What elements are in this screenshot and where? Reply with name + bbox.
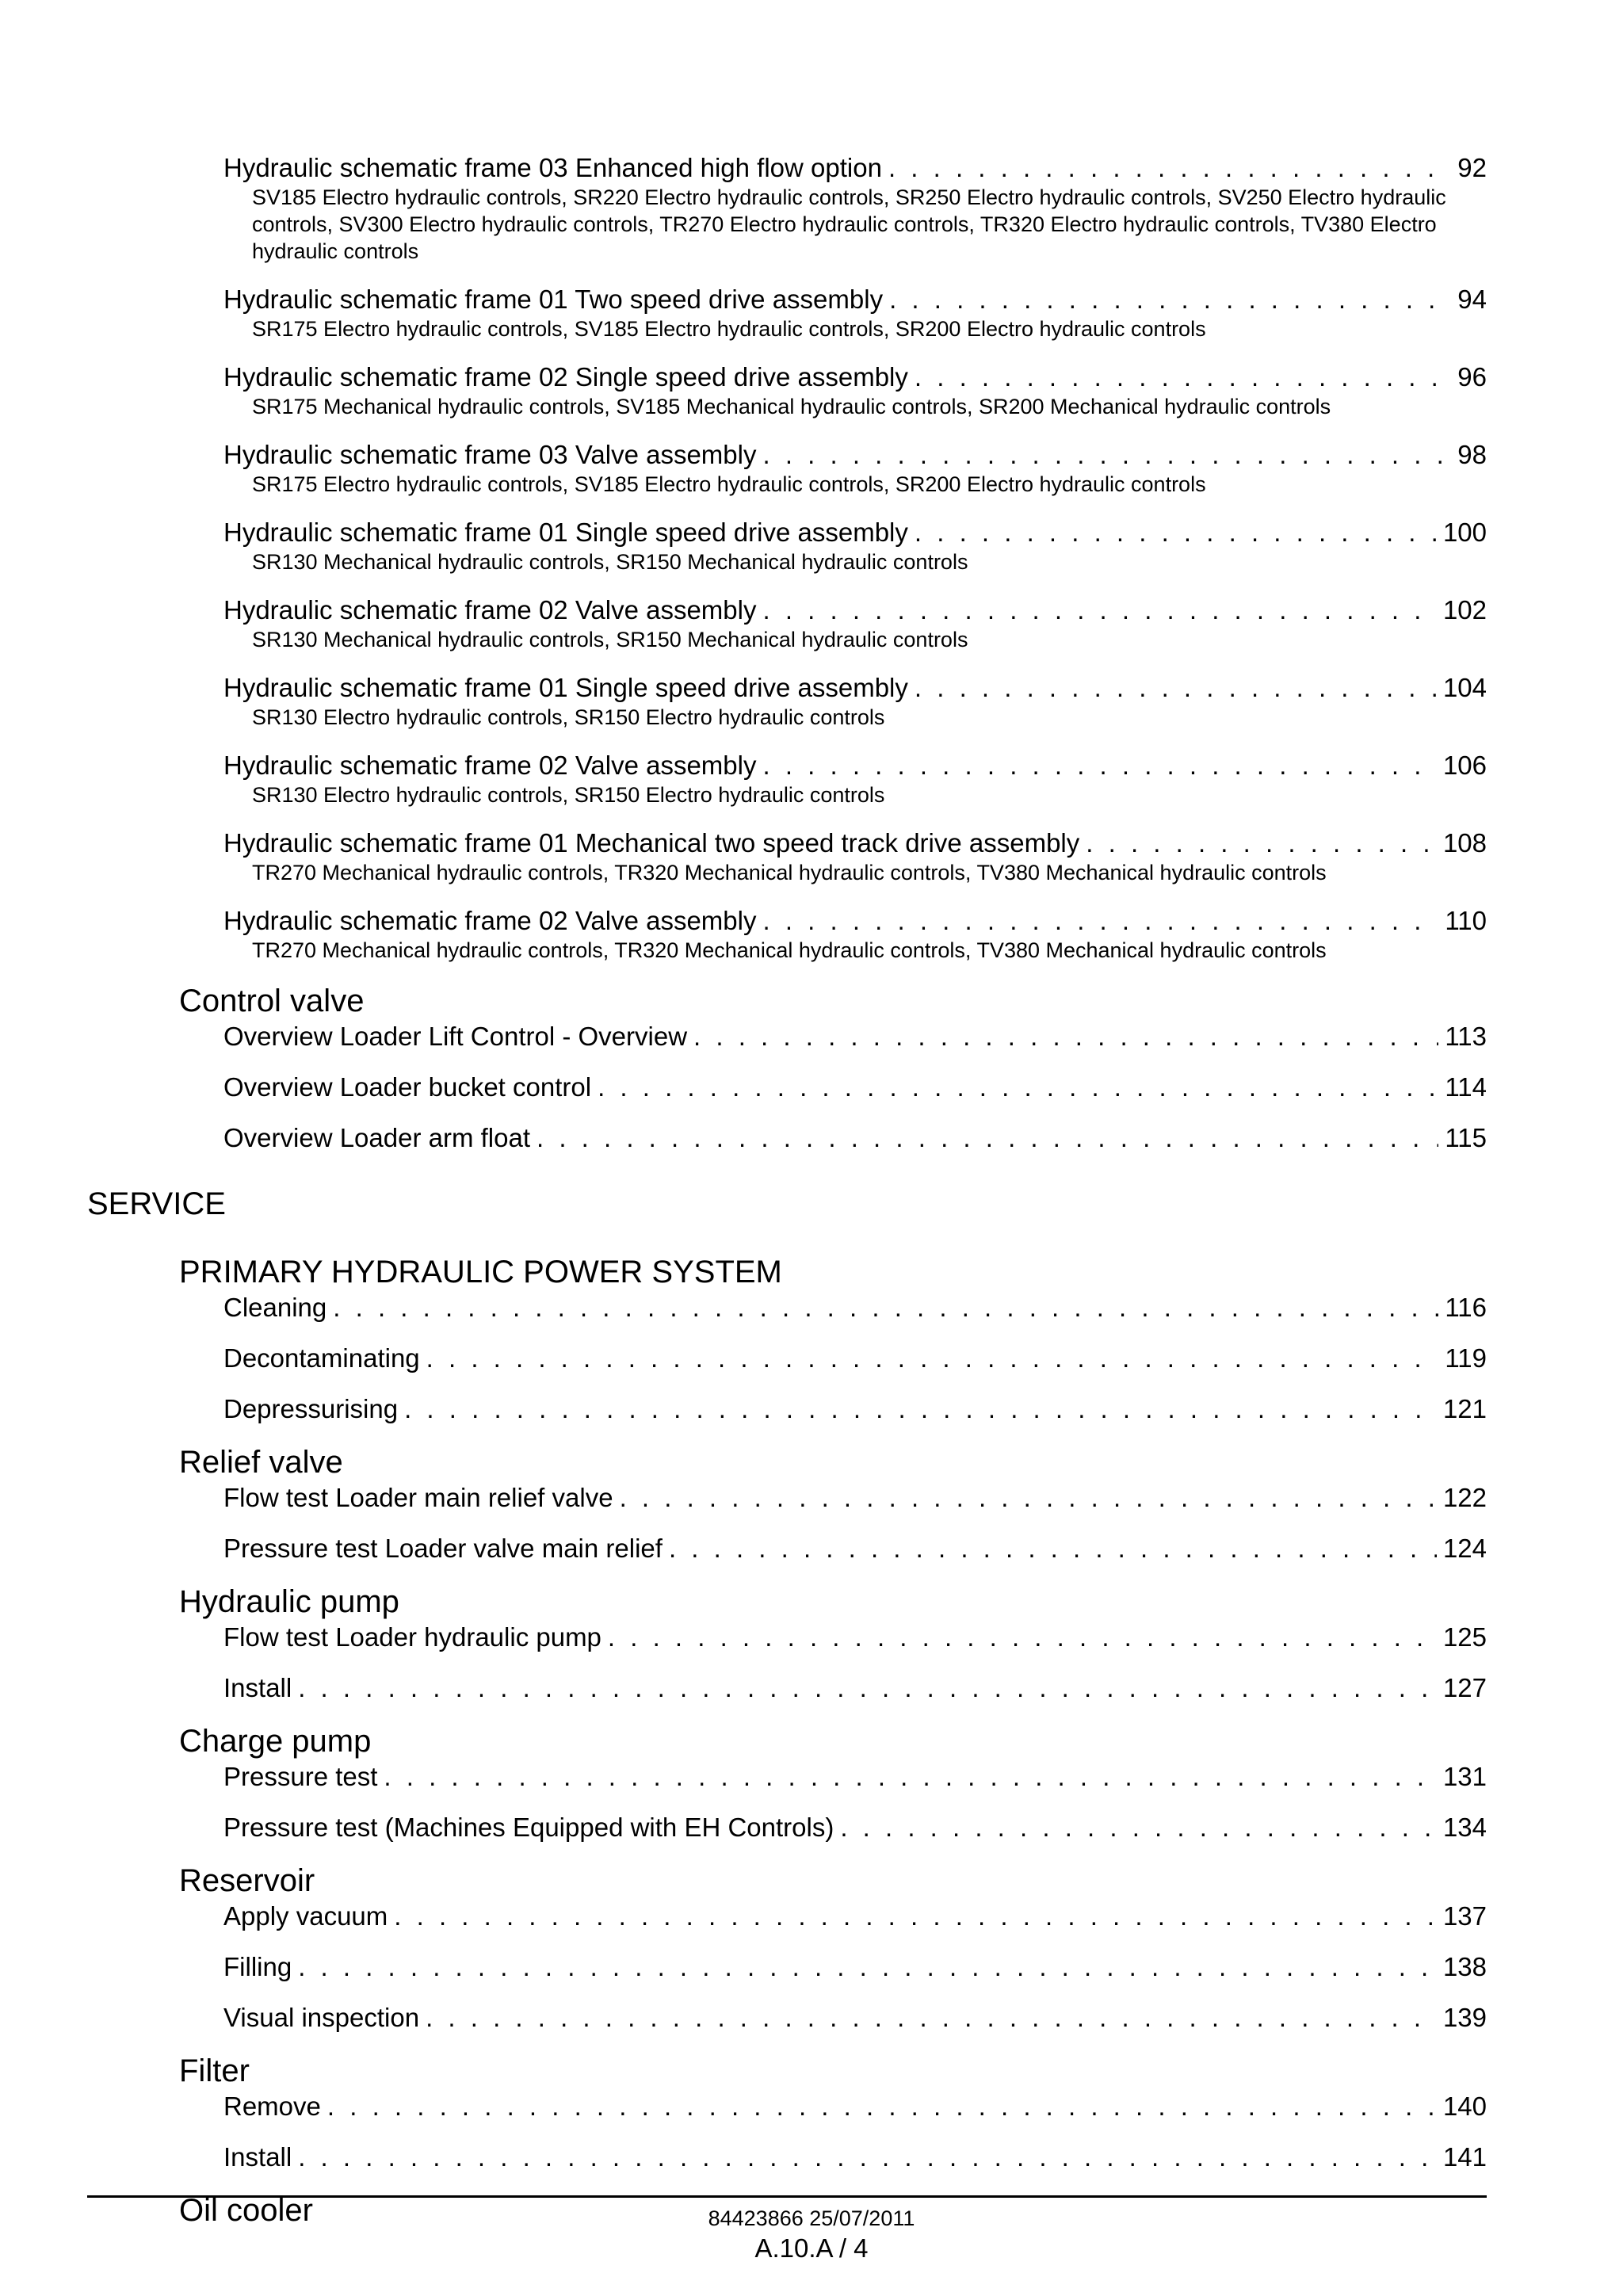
toc-entry-title: Hydraulic schematic frame 03 Enhanced high flow option bbox=[223, 153, 882, 182]
toc-entry-title: Hydraulic schematic frame 01 Two speed drive assembly bbox=[223, 285, 884, 314]
toc-entry[interactable] bbox=[223, 1292, 1487, 1324]
toc-entry-title: Hydraulic schematic frame 02 Valve assembly bbox=[223, 751, 757, 780]
toc-entry-page-number: 140 bbox=[1442, 2092, 1487, 2121]
toc-entry-page-number: 102 bbox=[1442, 595, 1487, 625]
toc-entry-page-number: 113 bbox=[1445, 1022, 1487, 1051]
toc-entry[interactable] bbox=[223, 2091, 1487, 2122]
toc-entry-page-number: 110 bbox=[1445, 906, 1487, 935]
dot-leader bbox=[915, 361, 1451, 393]
toc-entry-page-number: 92 bbox=[1457, 153, 1487, 182]
toc-entry-page-number: 139 bbox=[1442, 2003, 1487, 2032]
dot-leader bbox=[762, 439, 1451, 471]
toc-entry-page-number: 114 bbox=[1445, 1072, 1487, 1102]
toc-entry[interactable] bbox=[223, 1343, 1487, 1374]
toc-entry-line bbox=[223, 1533, 1487, 1564]
toc-entry-line bbox=[223, 284, 1487, 315]
dot-leader bbox=[394, 1901, 1437, 1932]
toc-entry-line bbox=[223, 750, 1487, 781]
toc-entry-line bbox=[223, 1122, 1487, 1154]
toc-entry[interactable] bbox=[223, 905, 1487, 964]
dot-leader bbox=[620, 1482, 1437, 1514]
toc-entry[interactable] bbox=[223, 517, 1487, 575]
toc-entry-title: Flow test Loader hydraulic pump bbox=[223, 1622, 601, 1652]
toc-entry-title: Overview Loader Lift Control - Overview bbox=[223, 1022, 688, 1051]
footer-rule bbox=[87, 2195, 1487, 2198]
dot-leader bbox=[598, 1072, 1438, 1103]
toc-section bbox=[0, 1186, 1623, 2229]
toc-entry-title: Hydraulic schematic frame 01 Mechanical two speed track drive assembly bbox=[223, 828, 1080, 858]
dot-leader bbox=[384, 1761, 1437, 1793]
dot-leader bbox=[669, 1533, 1437, 1564]
toc-entry-title: Pressure test (Machines Equipped with EH Controls) bbox=[223, 1813, 834, 1842]
dot-leader bbox=[1086, 827, 1437, 859]
toc-entry-title: Remove bbox=[223, 2092, 321, 2121]
toc-entry-page-number: 122 bbox=[1442, 1483, 1487, 1512]
toc-group bbox=[0, 1444, 1623, 1564]
toc-entry-page-number: 106 bbox=[1442, 751, 1487, 780]
toc-entry[interactable] bbox=[223, 1533, 1487, 1564]
table-of-contents bbox=[0, 152, 1623, 2230]
toc-entry[interactable] bbox=[223, 284, 1487, 342]
dot-leader bbox=[426, 2002, 1437, 2034]
toc-entry[interactable] bbox=[223, 2141, 1487, 2173]
toc-entry[interactable] bbox=[223, 1672, 1487, 1704]
dot-leader bbox=[298, 2141, 1437, 2173]
toc-entry-page-number: 134 bbox=[1442, 1813, 1487, 1842]
toc-entry-line bbox=[223, 517, 1487, 548]
toc-entry-title: Flow test Loader main relief valve bbox=[223, 1483, 613, 1512]
toc-entry-applicability: SR175 Mechanical hydraulic controls, SV185 Mechanical hydraulic controls, SR200 Mechanical hydraulic controls bbox=[252, 395, 1331, 418]
footer-document-id: 84423866 25/07/2011 bbox=[708, 2206, 915, 2230]
dot-leader bbox=[840, 1812, 1437, 1843]
toc-entry-title: Decontaminating bbox=[223, 1343, 420, 1373]
toc-entry-page-number: 124 bbox=[1442, 1534, 1487, 1563]
toc-entry-line bbox=[223, 1951, 1487, 1983]
toc-entry[interactable] bbox=[223, 1622, 1487, 1653]
toc-entry-page-number: 104 bbox=[1442, 673, 1487, 702]
toc-entry-page-number: 131 bbox=[1442, 1762, 1487, 1791]
toc-entry-applicability: SR130 Mechanical hydraulic controls, SR150 Mechanical hydraulic controls bbox=[252, 550, 968, 574]
toc-entry[interactable] bbox=[223, 152, 1487, 265]
dot-leader bbox=[762, 905, 1438, 937]
toc-entry-page-number: 116 bbox=[1445, 1293, 1487, 1322]
toc-entry-line bbox=[223, 152, 1487, 184]
toc-entry[interactable] bbox=[223, 1021, 1487, 1052]
toc-entry[interactable] bbox=[223, 672, 1487, 731]
group-heading: Relief valve bbox=[179, 1445, 343, 1480]
toc-entry-line bbox=[223, 1901, 1487, 1932]
toc-entry-title: Hydraulic schematic frame 02 Valve assembly bbox=[223, 595, 757, 625]
dot-leader bbox=[298, 1672, 1437, 1704]
dot-leader bbox=[537, 1122, 1438, 1154]
toc-entry-title: Pressure test bbox=[223, 1762, 378, 1791]
group-heading: Charge pump bbox=[179, 1724, 372, 1759]
toc-group bbox=[0, 1862, 1623, 2034]
toc-entry-title: Hydraulic schematic frame 01 Single speed drive assembly bbox=[223, 518, 908, 547]
dot-leader bbox=[426, 1343, 1439, 1374]
group-heading: Control valve bbox=[179, 984, 365, 1018]
toc-entry[interactable] bbox=[223, 1901, 1487, 1932]
toc-entry-title: Install bbox=[223, 1673, 292, 1702]
toc-entry-line bbox=[223, 1672, 1487, 1704]
toc-entry-line bbox=[223, 905, 1487, 937]
toc-entry[interactable] bbox=[223, 1122, 1487, 1154]
toc-section bbox=[0, 152, 1623, 1154]
toc-entry-page-number: 108 bbox=[1442, 828, 1487, 858]
toc-entry-applicability: TR270 Mechanical hydraulic controls, TR320 Mechanical hydraulic controls, TV380 Mechanical hydraulic controls bbox=[252, 861, 1327, 884]
toc-entry-line bbox=[223, 2141, 1487, 2173]
toc-entry-line bbox=[223, 1761, 1487, 1793]
dot-leader bbox=[915, 672, 1437, 704]
toc-entry-page-number: 127 bbox=[1442, 1673, 1487, 1702]
toc-entry-page-number: 141 bbox=[1442, 2142, 1487, 2172]
toc-entry-page-number: 137 bbox=[1442, 1901, 1487, 1931]
dot-leader bbox=[404, 1393, 1437, 1425]
toc-entry-title: Visual inspection bbox=[223, 2003, 420, 2032]
dot-leader bbox=[333, 1292, 1438, 1324]
toc-entry-line bbox=[223, 1343, 1487, 1374]
toc-entry-page-number: 119 bbox=[1445, 1343, 1487, 1373]
group-heading: Reservoir bbox=[179, 1863, 315, 1898]
toc-entry-applicability: SR130 Electro hydraulic controls, SR150 Electro hydraulic controls bbox=[252, 783, 885, 807]
toc-entry-title: Overview Loader arm float bbox=[223, 1123, 530, 1152]
toc-entry-line bbox=[223, 1622, 1487, 1653]
toc-entry-line bbox=[223, 1072, 1487, 1103]
toc-entry[interactable] bbox=[223, 1482, 1487, 1514]
toc-group bbox=[0, 1723, 1623, 1843]
toc-entry-page-number: 138 bbox=[1442, 1952, 1487, 1981]
toc-entry[interactable] bbox=[223, 1951, 1487, 1983]
dot-leader bbox=[889, 284, 1451, 315]
toc-entry[interactable] bbox=[223, 750, 1487, 808]
toc-entry-line bbox=[223, 2002, 1487, 2034]
dot-leader bbox=[327, 2091, 1437, 2122]
group-heading: Filter bbox=[179, 2053, 250, 2088]
toc-entry[interactable] bbox=[223, 594, 1487, 653]
toc-entry[interactable] bbox=[223, 1072, 1487, 1103]
toc-entry[interactable] bbox=[223, 827, 1487, 886]
group-heading: PRIMARY HYDRAULIC POWER SYSTEM bbox=[179, 1255, 782, 1289]
toc-group bbox=[0, 2053, 1623, 2173]
toc-entry-title: Pressure test Loader valve main relief bbox=[223, 1534, 663, 1563]
toc-entry-page-number: 121 bbox=[1442, 1394, 1487, 1423]
toc-group bbox=[0, 1584, 1623, 1704]
toc-entry-line bbox=[223, 827, 1487, 859]
toc-entry-line bbox=[223, 594, 1487, 626]
toc-entry[interactable] bbox=[223, 439, 1487, 498]
toc-entry-line bbox=[223, 1482, 1487, 1514]
toc-entry-applicability: SR175 Electro hydraulic controls, SV185 Electro hydraulic controls, SR200 Electro hydraulic controls bbox=[252, 472, 1206, 496]
toc-entry-title: Install bbox=[223, 2142, 292, 2172]
toc-entry[interactable] bbox=[223, 1812, 1487, 1843]
dot-leader bbox=[608, 1622, 1437, 1653]
toc-entry-page-number: 96 bbox=[1457, 362, 1487, 392]
toc-entry-page-number: 100 bbox=[1442, 518, 1487, 547]
toc-entry[interactable] bbox=[223, 1393, 1487, 1425]
toc-entry-line bbox=[223, 1812, 1487, 1843]
toc-entry-applicability: SR130 Electro hydraulic controls, SR150 Electro hydraulic controls bbox=[252, 705, 885, 729]
dot-leader bbox=[762, 750, 1436, 781]
toc-entry-page-number: 115 bbox=[1445, 1123, 1487, 1152]
toc-entry-title: Hydraulic schematic frame 03 Valve assembly bbox=[223, 440, 757, 469]
section-heading: SERVICE bbox=[87, 1186, 226, 1221]
toc-entry-page-number: 98 bbox=[1457, 440, 1487, 469]
toc-entry-line bbox=[223, 1393, 1487, 1425]
toc-group bbox=[0, 152, 1623, 964]
footer-page-reference: A.10.A / 4 bbox=[754, 2233, 869, 2263]
dot-leader bbox=[888, 152, 1451, 184]
toc-entry-title: Hydraulic schematic frame 01 Single speed drive assembly bbox=[223, 673, 908, 702]
toc-entry-line bbox=[223, 361, 1487, 393]
dot-leader bbox=[762, 594, 1436, 626]
group-heading: Hydraulic pump bbox=[179, 1584, 399, 1619]
toc-entry-applicability: SR130 Mechanical hydraulic controls, SR150 Mechanical hydraulic controls bbox=[252, 628, 968, 651]
toc-entry[interactable] bbox=[223, 1761, 1487, 1793]
toc-entry-applicability: SR175 Electro hydraulic controls, SV185 Electro hydraulic controls, SR200 Electro hydraulic controls bbox=[252, 317, 1206, 341]
toc-group bbox=[0, 1254, 1623, 1425]
toc-entry-title: Apply vacuum bbox=[223, 1901, 388, 1931]
toc-entry-title: Filling bbox=[223, 1952, 292, 1981]
toc-entry-line bbox=[223, 1292, 1487, 1324]
dot-leader bbox=[693, 1021, 1438, 1052]
toc-entry-line bbox=[223, 1021, 1487, 1052]
toc-entry-title: Depressurising bbox=[223, 1394, 399, 1423]
toc-group bbox=[0, 983, 1623, 1154]
toc-entry[interactable] bbox=[223, 2002, 1487, 2034]
toc-entry-line bbox=[223, 439, 1487, 471]
toc-entry[interactable] bbox=[223, 361, 1487, 420]
toc-entry-line bbox=[223, 672, 1487, 704]
toc-entry-page-number: 94 bbox=[1457, 285, 1487, 314]
toc-entry-title: Overview Loader bucket control bbox=[223, 1072, 592, 1102]
toc-entry-applicability: SV185 Electro hydraulic controls, SR220 Electro hydraulic controls, SR250 Electro hydraulic controls, SV250 Electro hydraulic controls, SV300 Electro hydraulic controls, TR270 Electro hydraulic controls, TR320 Electro hydraulic controls, TV380 Electro hydraulic controls bbox=[252, 185, 1446, 263]
toc-entry-title: Hydraulic schematic frame 02 Valve assembly bbox=[223, 906, 757, 935]
toc-entry-page-number: 125 bbox=[1442, 1622, 1487, 1652]
toc-entry-title: Hydraulic schematic frame 02 Single speed drive assembly bbox=[223, 362, 908, 392]
toc-entry-title: Cleaning bbox=[223, 1293, 327, 1322]
toc-entry-line bbox=[223, 2091, 1487, 2122]
group-heading: Oil cooler bbox=[179, 2193, 313, 2228]
dot-leader bbox=[915, 517, 1437, 548]
toc-entry-applicability: TR270 Mechanical hydraulic controls, TR320 Mechanical hydraulic controls, TV380 Mechanical hydraulic controls bbox=[252, 938, 1327, 962]
dot-leader bbox=[298, 1951, 1437, 1983]
